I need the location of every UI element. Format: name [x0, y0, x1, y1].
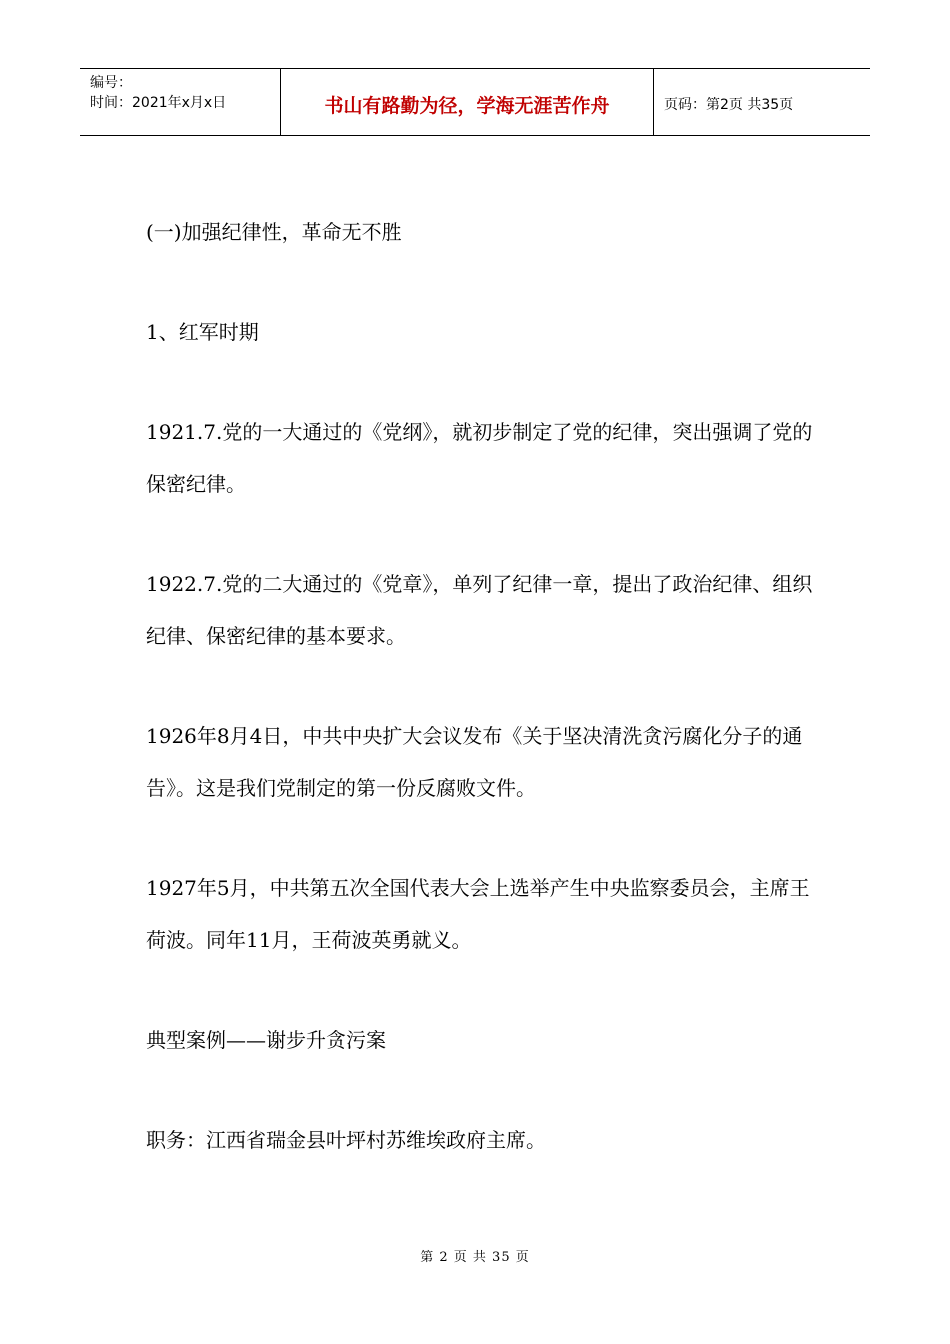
header-page-cell: [654, 69, 870, 135]
date-line: 时间：2021年x月x日: [90, 95, 227, 111]
body-paragraph: 1927年5月，中共第五次全国代表大会上选举产生中央监察委员会，主席王荷波。同年11月，王荷波英勇就义。: [146, 876, 810, 952]
body-paragraph: 1926年8月4日，中共中央扩大会议发布《关于坚决清洗贪污腐化分子的通告》。这是我们党制定的第一份反腐败文件。: [146, 724, 803, 800]
case-heading: 典型案例——谢步升贪污案: [146, 1028, 386, 1052]
serial-number-label: 编号：: [90, 75, 132, 91]
body-paragraph: 1922.7.党的二大通过的《党章》，单列了纪律一章，提出了政治纪律、组织纪律、保密纪律的基本要求。: [146, 572, 813, 648]
footer-page-number: 第 2 页 共 35 页: [420, 1250, 530, 1265]
document-body: [146, 206, 816, 1214]
header-meta-cell: [80, 69, 281, 135]
subsection-heading: 1、红军时期: [146, 320, 259, 344]
section-heading: (一)加强纪律性，革命无不胜: [146, 220, 402, 244]
page-info: 页码：第2页 共35页: [664, 97, 794, 113]
body-paragraph: 职务：江西省瑞金县叶坪村苏维埃政府主席。: [146, 1128, 546, 1152]
page-header: [80, 68, 870, 136]
motto-text: 书山有路勤为径，学海无涯苦作舟: [324, 94, 610, 117]
header-motto-cell: [281, 69, 654, 135]
body-paragraph: 1921.7.党的一大通过的《党纲》，就初步制定了党的纪律，突出强调了党的保密纪律。: [146, 420, 813, 496]
page-footer: [0, 1246, 950, 1265]
